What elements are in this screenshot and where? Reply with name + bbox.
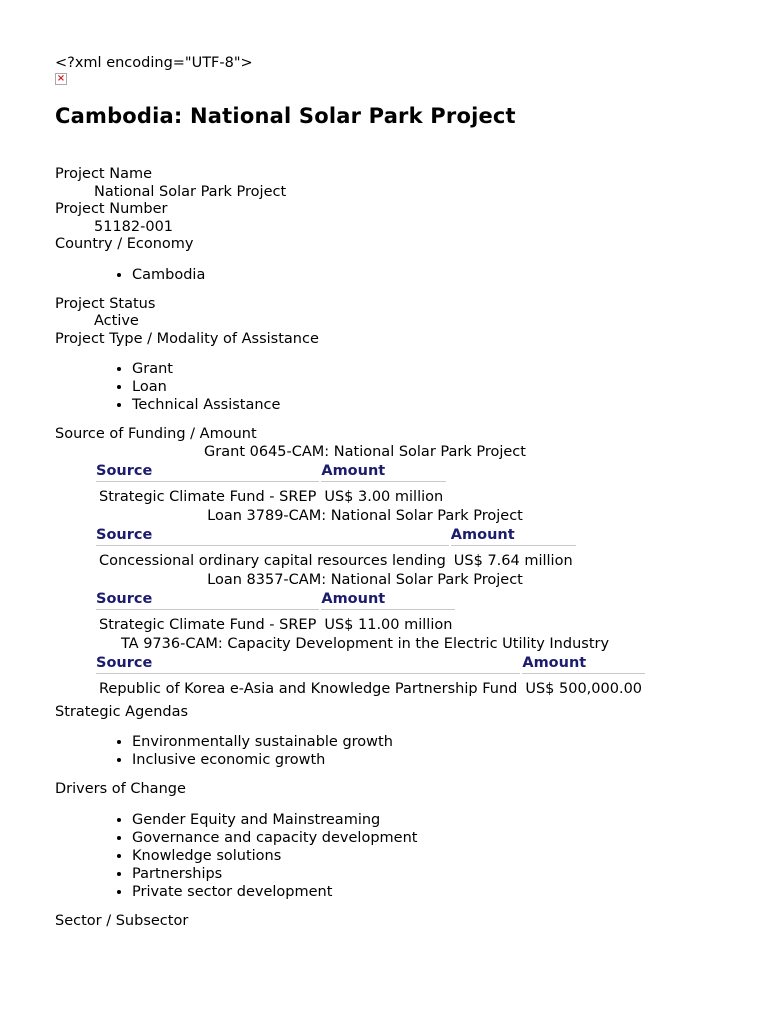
- list-item: • Partnerships: [132, 865, 715, 883]
- funding-grant-0645: [55, 444, 675, 508]
- amount-cell: US$ 3.00 million: [324, 488, 444, 505]
- funding-title: Loan 3789-CAM: National Solar Park Project: [207, 507, 523, 524]
- list-item: • Environmentally sustainable growth: [132, 733, 715, 751]
- country-list: [55, 266, 715, 284]
- source-cell: Republic of Korea e-Asia and Knowledge Partnership Fund: [99, 680, 518, 697]
- page-title: Cambodia: National Solar Park Project: [55, 104, 516, 128]
- source-header: Source: [96, 591, 319, 610]
- table-row: [96, 612, 455, 634]
- list-item: • Knowledge solutions: [132, 847, 715, 865]
- funding-loan-8357: [55, 572, 675, 636]
- broken-image-icon: ×: [56, 73, 66, 84]
- source-header: Source: [96, 463, 319, 482]
- funding-table: [94, 525, 578, 572]
- funding-table: [94, 653, 647, 700]
- amount-header: Amount: [451, 527, 576, 546]
- source-cell: Strategic Climate Fund - SREP: [99, 488, 317, 505]
- table-row: [96, 676, 645, 698]
- funding-title: TA 9736-CAM: Capacity Development in the Electric Utility Industry: [120, 635, 610, 652]
- table-row: [96, 548, 576, 570]
- list-item: • Technical Assistance: [132, 396, 715, 414]
- amount-cell: US$ 500,000.00: [525, 680, 643, 697]
- project-details: [55, 166, 715, 930]
- amount-header: Amount: [321, 591, 455, 610]
- source-cell: Strategic Climate Fund - SREP: [99, 616, 317, 633]
- project-number-value: 51182-001: [94, 218, 174, 235]
- funding-loan-3789: [55, 508, 675, 572]
- sector-label: Sector / Subsector: [55, 912, 189, 929]
- amount-cell: US$ 7.64 million: [453, 552, 573, 569]
- country-label: Country / Economy: [55, 236, 194, 252]
- list-item: • Governance and capacity development: [132, 829, 715, 847]
- drivers-list: [55, 811, 715, 901]
- source-header: Source: [96, 527, 449, 546]
- project-name-label: Project Name: [55, 166, 152, 182]
- amount-header: Amount: [321, 463, 446, 482]
- status-label: Project Status: [55, 295, 156, 312]
- list-item: • Loan: [132, 378, 715, 396]
- type-list: [55, 360, 715, 414]
- amount-cell: US$ 11.00 million: [324, 616, 453, 633]
- agendas-list: [55, 733, 715, 769]
- project-name-value: National Solar Park Project: [94, 183, 287, 200]
- table-row: [96, 484, 446, 506]
- funding-title: Grant 0645-CAM: National Solar Park Project: [204, 443, 526, 460]
- source-cell: Concessional ordinary capital resources lending: [99, 552, 446, 569]
- status-value: Active: [94, 313, 139, 329]
- funding-table: [94, 461, 448, 508]
- funding-title: Loan 8357-CAM: National Solar Park Project: [207, 571, 523, 588]
- project-number-label: Project Number: [55, 201, 168, 217]
- list-item: • Grant: [132, 360, 715, 378]
- type-label: Project Type / Modality of Assistance: [55, 330, 319, 347]
- list-item: • Inclusive economic growth: [132, 751, 715, 769]
- list-item: • Cambodia: [132, 266, 715, 284]
- source-header: Source: [96, 655, 520, 674]
- drivers-label: Drivers of Change: [55, 781, 186, 797]
- funding-table: [94, 589, 457, 636]
- list-item: • Gender Equity and Mainstreaming: [132, 811, 715, 829]
- amount-header: Amount: [522, 655, 645, 674]
- list-item: • Private sector development: [132, 883, 715, 901]
- funding-label: Source of Funding / Amount: [55, 426, 257, 442]
- agendas-label: Strategic Agendas: [55, 703, 189, 720]
- funding-ta-9736: [55, 636, 675, 700]
- xml-declaration-text: <?xml encoding="UTF-8">: [55, 55, 253, 71]
